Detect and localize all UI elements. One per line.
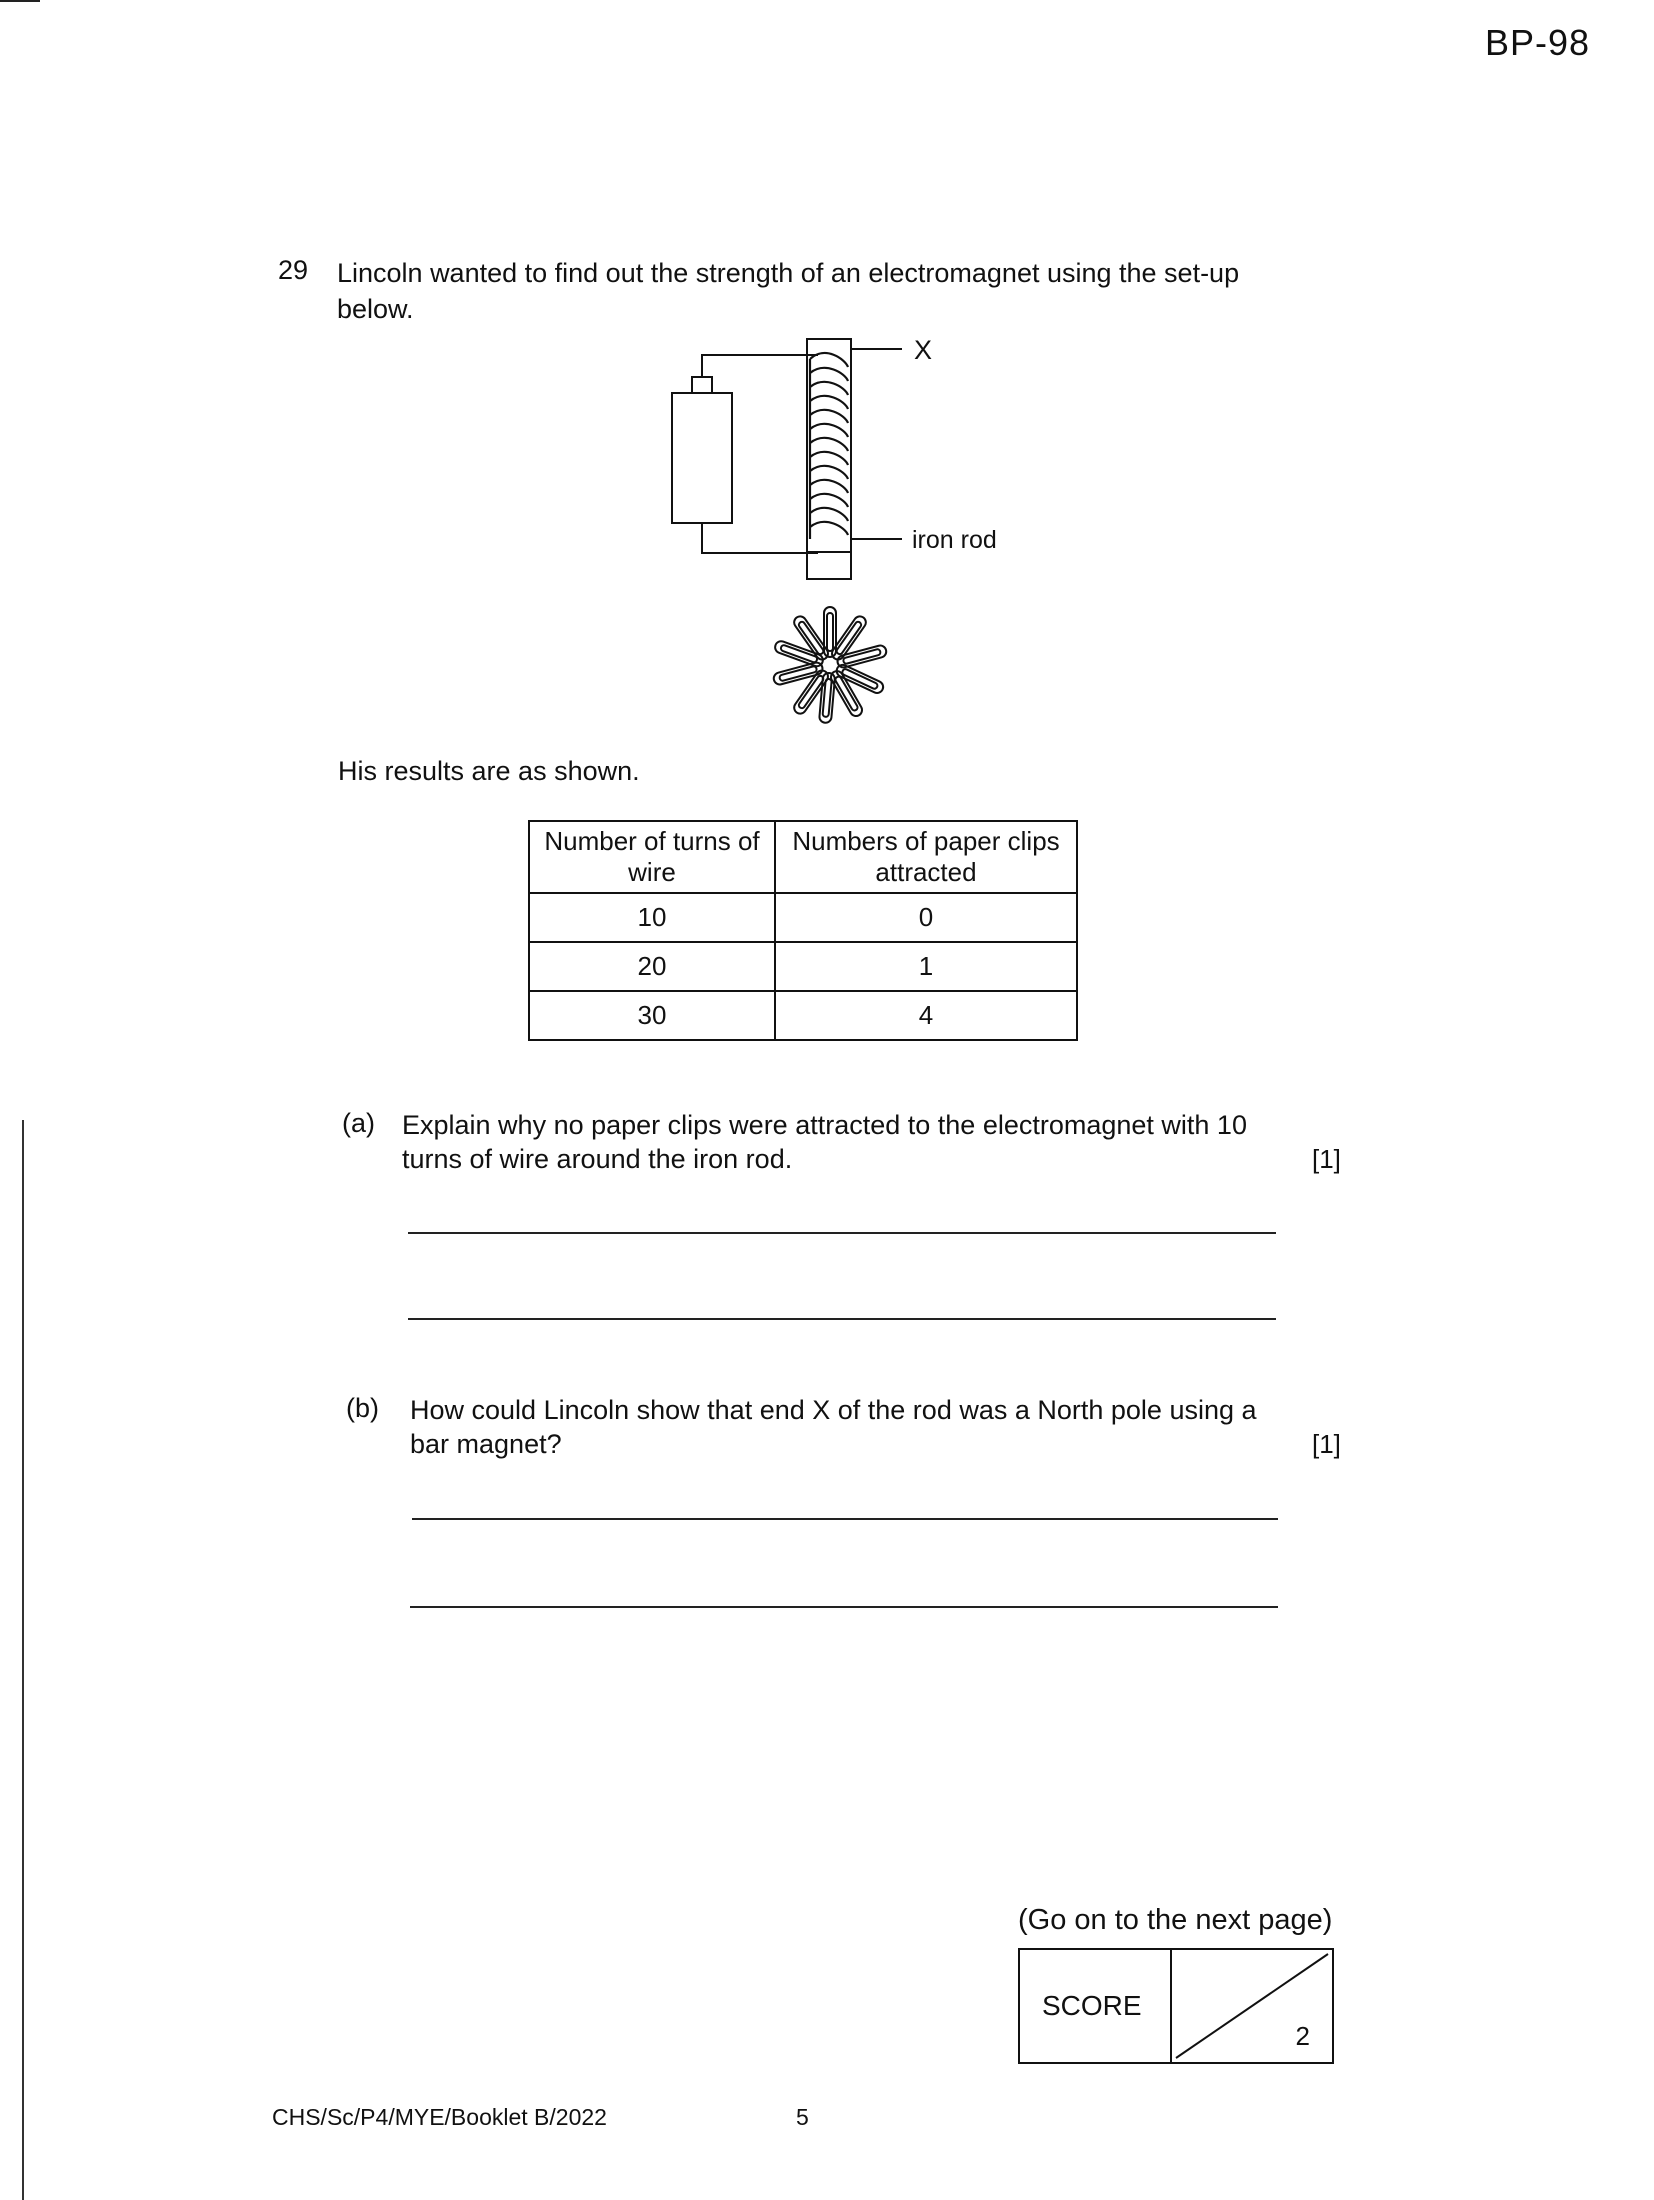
- battery-terminal: [692, 377, 712, 393]
- part-b-marks: [1]: [1312, 1429, 1341, 1459]
- page-number: 5: [796, 2104, 809, 2130]
- margin-rule: [22, 1120, 24, 2200]
- cell-turns: 20: [529, 942, 775, 991]
- label-iron-rod: iron rod: [912, 526, 997, 554]
- electromagnet-diagram: [640, 325, 1060, 755]
- answer-line[interactable]: [412, 1518, 1278, 1520]
- wire-top: [702, 355, 818, 377]
- score-label: SCORE: [1042, 1990, 1142, 2021]
- footer-code: CHS/Sc/P4/MYE/Booklet B/2022: [272, 2104, 607, 2130]
- results-intro: His results are as shown.: [338, 756, 640, 786]
- score-total: 2: [1295, 2021, 1310, 2051]
- cell-clips: 4: [775, 991, 1077, 1040]
- label-x: X: [914, 335, 933, 365]
- wire-bottom: [702, 523, 818, 553]
- corner-mark: [0, 0, 40, 2]
- part-a-text: Explain why no paper clips were attracted to the electromagnet with 10 turns of wire around the iron rod.: [402, 1110, 1247, 1174]
- wire-coil: [810, 353, 848, 539]
- table-row: [529, 893, 1077, 942]
- header-clips: Numbers of paper clips attracted: [775, 821, 1077, 893]
- answer-line[interactable]: [410, 1606, 1278, 1608]
- cell-clips: 1: [775, 942, 1077, 991]
- score-box: [1018, 1948, 1334, 2064]
- paper-clips: [772, 607, 887, 723]
- paper-code: BP-98: [1484, 22, 1590, 63]
- cell-turns: 10: [529, 893, 775, 942]
- battery: [672, 393, 732, 523]
- header-turns: Number of turns of wire: [529, 821, 775, 893]
- part-b-label: (b): [346, 1393, 379, 1423]
- answer-line[interactable]: [408, 1318, 1276, 1320]
- question-number: 29: [278, 255, 309, 285]
- table-row: [529, 942, 1077, 991]
- table-row: [529, 991, 1077, 1040]
- answer-line[interactable]: [408, 1232, 1276, 1234]
- table-header-row: [529, 821, 1077, 893]
- part-b-text: How could Lincoln show that end X of the rod was a North pole using a bar magnet?: [410, 1395, 1257, 1459]
- question-text: Lincoln wanted to find out the strength of an electromagnet using the set-up below.: [337, 258, 1240, 324]
- part-a-marks: [1]: [1312, 1144, 1341, 1174]
- go-on-note: (Go on to the next page): [1018, 1904, 1333, 1936]
- results-table: [528, 820, 1078, 1041]
- part-a-label: (a): [342, 1108, 375, 1138]
- cell-turns: 30: [529, 991, 775, 1040]
- cell-clips: 0: [775, 893, 1077, 942]
